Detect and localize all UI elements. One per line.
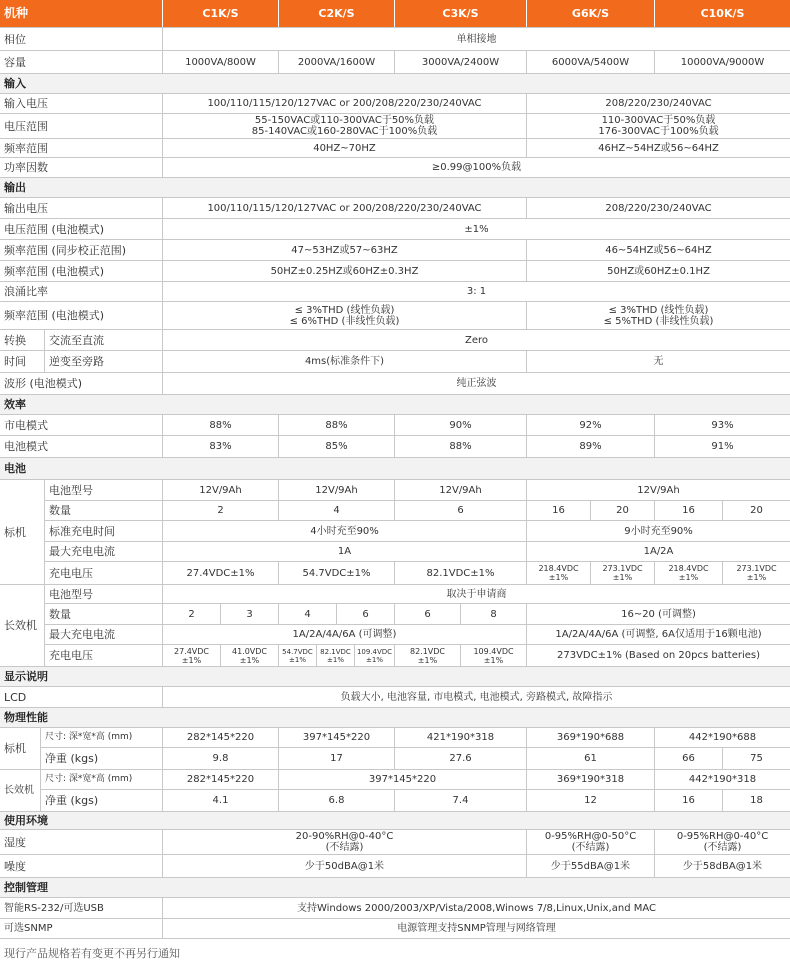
rs232-value: 支持Windows 2000/2003/XP/Vista/2008,Winows 7/8,Linux,Unix,and MAC — [162, 898, 790, 918]
std-dim-c10k: 442*190*688 — [654, 728, 790, 747]
table-row — [44, 480, 790, 501]
input-voltage-large: 208/220/230/240VAC — [526, 94, 790, 113]
power-factor-value: ≥0.99@100%负载 — [162, 158, 790, 177]
table-row — [44, 604, 790, 625]
group-label-row — [0, 585, 44, 667]
row-label: 频率范围 (电池模式) — [4, 264, 105, 278]
freq-batt-large: 50HZ或60HZ±0.1HZ — [526, 261, 790, 281]
row-label: 最大充电电流 — [44, 625, 162, 644]
charge-v-g6k-a — [526, 562, 590, 584]
table-row — [0, 830, 790, 855]
long-type-value: 取决于申请商 — [162, 585, 790, 603]
long-w-c10k-a: 16 — [654, 790, 722, 811]
qty-c2k: 4 — [278, 501, 394, 520]
line: (不结露) — [571, 842, 610, 853]
line: ≤ 5%THD (非线性负载) — [603, 315, 714, 327]
line: (不结露) — [325, 842, 364, 853]
long-w-g6k: 12 — [526, 790, 654, 811]
capacity-g6k: 6000VA/5400W — [526, 51, 654, 73]
row-label: 数量 — [44, 604, 162, 624]
line: 27.4VDC — [173, 646, 210, 656]
row-label: 标准充电时间 — [44, 521, 162, 541]
section-header — [0, 458, 790, 480]
line: ±1% — [417, 655, 438, 665]
freq-sync-small: 47~53HZ或57~63HZ — [162, 240, 526, 260]
table-row — [0, 158, 790, 178]
section-title: 效率 — [4, 398, 26, 411]
long-qty-c3k-b: 8 — [460, 604, 526, 624]
type-c3k: 12V/9Ah — [394, 480, 526, 500]
footer-note: 现行产品规格若有变更不再另行通知 — [4, 947, 180, 960]
table-header — [0, 0, 790, 28]
line: ≤ 3%THD (线性负载) — [608, 304, 709, 316]
line: 54.7VDC — [282, 647, 313, 656]
line: ≤ 3%THD (线性负载) — [294, 304, 395, 316]
group-label-row — [0, 480, 44, 585]
input-freq-small: 40HZ~70HZ — [162, 139, 526, 157]
output-voltage-large: 208/220/230/240VAC — [526, 198, 790, 218]
row-label: 浪涌比率 — [4, 285, 48, 298]
long-w-c3k: 7.4 — [394, 790, 526, 811]
input-freq-large: 46HZ~54HZ或56~64HZ — [526, 139, 790, 157]
line: ±1% — [327, 655, 344, 664]
eff-mains-c1k: 88% — [162, 415, 278, 435]
section-title: 电池 — [4, 462, 26, 475]
line: (不结露) — [703, 842, 742, 853]
row-label: 可选SNMP — [4, 923, 53, 934]
section-header — [0, 178, 790, 198]
charge-v-c2k: 54.7VDC±1% — [278, 562, 394, 584]
std-w-c10k-a: 66 — [654, 748, 722, 769]
input-range-small — [162, 114, 526, 138]
capacity-c3k: 3000VA/2400W — [394, 51, 526, 73]
section-header — [0, 812, 790, 830]
section-header — [0, 878, 790, 898]
line: 273.1VDC — [736, 564, 777, 573]
model-g6k: G6K/S — [526, 0, 654, 27]
long-v-3 — [278, 645, 316, 666]
long-dim-c10k: 442*190*318 — [654, 770, 790, 789]
table-row — [0, 139, 790, 158]
output-range-value: ±1% — [162, 219, 790, 239]
table-row — [0, 94, 790, 114]
line: ±1% — [746, 573, 767, 582]
long-dim-c1k: 282*145*220 — [162, 770, 278, 789]
table-row — [0, 687, 790, 708]
inv-bypass-large: 无 — [526, 351, 790, 372]
long-qty-large: 16~20 (可调整) — [526, 604, 790, 624]
line: ≤ 6%THD (非线性负载) — [289, 315, 400, 327]
row-label: 时间 — [4, 355, 26, 368]
qty-c3k: 6 — [394, 501, 526, 520]
line: 218.4VDC — [668, 564, 709, 573]
line: 20-90%RH@0-40°C — [295, 831, 394, 842]
table-row — [0, 240, 790, 261]
section-header — [0, 708, 790, 728]
row-sublabel: 逆变至旁路 — [44, 351, 162, 372]
table-row — [0, 351, 790, 373]
table-row — [44, 625, 790, 645]
section-header — [0, 395, 790, 415]
section-title: 输出 — [4, 181, 26, 194]
row-label: 功率因数 — [4, 161, 48, 174]
long-v-5 — [354, 645, 394, 666]
table-row — [0, 436, 790, 458]
row-label: 尺寸: 深*宽*高 (mm) — [40, 728, 162, 747]
charge-v-c3k: 82.1VDC±1% — [394, 562, 526, 584]
table-row — [44, 645, 790, 667]
long-qty-c2k-a: 4 — [278, 604, 336, 624]
long-dim-c2k-c3k: 397*145*220 — [278, 770, 526, 789]
qty-g6k-a: 16 — [526, 501, 590, 520]
waveform-value: 纯正弦波 — [162, 373, 790, 394]
row-label: 频率范围 (同步校正范围) — [4, 243, 127, 257]
section-title: 输入 — [4, 77, 26, 90]
row-label: LCD — [4, 690, 27, 704]
row-label: 充电电压 — [44, 645, 162, 666]
line: 218.4VDC — [538, 564, 579, 573]
section-header — [0, 667, 790, 687]
long-current-large: 1A/2A/4A/6A (可调整, 6A仅适用于16颗电池) — [526, 625, 790, 644]
section-title: 物理性能 — [4, 711, 48, 724]
charge-time-small: 4小时充至90% — [162, 521, 526, 541]
line: ±1% — [366, 655, 383, 664]
table-row — [0, 261, 790, 282]
table-row — [0, 114, 790, 139]
max-current-small: 1A — [162, 542, 526, 561]
table-row — [44, 501, 790, 521]
long-v-7 — [460, 645, 526, 666]
std-w-c2k: 17 — [278, 748, 394, 769]
long-dim-g6k: 369*190*318 — [526, 770, 654, 789]
long-current-small: 1A/2A/4A/6A (可调整) — [162, 625, 526, 644]
row-label: 电压范围 (电池模式) — [4, 222, 105, 236]
line: ±1% — [612, 573, 633, 582]
line: ±1% — [548, 573, 569, 582]
lcd-value: 负载大小, 电池容量, 市电模式, 电池模式, 旁路模式, 故障指示 — [162, 687, 790, 707]
max-current-large: 1A/2A — [526, 542, 790, 561]
charge-v-c10k-b — [722, 562, 790, 584]
header-title: 机种 — [4, 6, 29, 20]
line: ±1% — [678, 573, 699, 582]
table-row — [44, 521, 790, 542]
std-dim-c1k: 282*145*220 — [162, 728, 278, 747]
line: 82.1VDC — [320, 647, 351, 656]
line: 176-300VAC于100%负载 — [598, 126, 719, 137]
charge-v-c1k: 27.4VDC±1% — [162, 562, 278, 584]
long-v-4 — [316, 645, 354, 666]
long-qty-c1k-a: 2 — [162, 604, 220, 624]
table-row — [0, 330, 790, 351]
model-c3k: C3K/S — [394, 0, 526, 27]
long-w-c2k: 6.8 — [278, 790, 394, 811]
row-label: 智能RS-232/可选USB — [4, 902, 104, 914]
section-title: 显示说明 — [4, 670, 48, 683]
row-label: 容量 — [4, 55, 26, 69]
qty-c10k-a: 16 — [654, 501, 722, 520]
row-label: 转换 — [4, 333, 26, 347]
long-v-large: 273VDC±1% (Based on 20pcs batteries) — [526, 645, 790, 666]
type-large: 12V/9Ah — [526, 480, 790, 500]
input-voltage-small: 100/110/115/120/127VAC or 200/208/220/230/240VAC — [162, 94, 526, 113]
long-v-6 — [394, 645, 460, 666]
input-range-large — [526, 114, 790, 138]
eff-mains-c3k: 90% — [394, 415, 526, 435]
table-row — [0, 219, 790, 240]
eff-mains-g6k: 92% — [526, 415, 654, 435]
eff-mains-c2k: 88% — [278, 415, 394, 435]
table-row — [44, 542, 790, 562]
long-v-2 — [220, 645, 278, 666]
std-w-c1k: 9.8 — [162, 748, 278, 769]
row-label: 电池型号 — [44, 480, 162, 500]
table-row — [0, 28, 790, 51]
table-row — [40, 748, 790, 770]
table-row — [0, 198, 790, 219]
noise-small: 少于50dBA@1米 — [162, 855, 526, 877]
ac-dc-value: Zero — [162, 330, 790, 350]
noise-g6k: 少于55dBA@1米 — [526, 855, 654, 877]
table-row — [0, 919, 790, 939]
table-row — [0, 51, 790, 74]
table-row — [40, 790, 790, 812]
group-label-standard: 标机 — [4, 742, 26, 755]
row-label: 输出电压 — [4, 201, 48, 215]
group-label-row — [0, 770, 40, 812]
row-label: 最大充电电流 — [44, 542, 162, 561]
eff-mains-c10k: 93% — [654, 415, 790, 435]
std-dim-c2k: 397*145*220 — [278, 728, 394, 747]
row-label: 净重 (kgs) — [40, 790, 162, 811]
table-row — [40, 770, 790, 790]
row-label: 净重 (kgs) — [40, 748, 162, 769]
row-label: 电压范围 — [4, 119, 48, 133]
model-c2k: C2K/S — [278, 0, 394, 27]
capacity-c1k: 1000VA/800W — [162, 51, 278, 73]
row-label: 频率范围 — [4, 141, 48, 155]
table-row — [0, 415, 790, 436]
section-header — [0, 74, 790, 94]
line: ±1% — [239, 655, 260, 665]
group-label-row — [0, 728, 40, 770]
line: 0-95%RH@0-50°C — [544, 831, 637, 842]
line: 109.4VDC — [356, 647, 393, 656]
eff-batt-c3k: 88% — [394, 436, 526, 457]
freq-batt-small: 50HZ±0.25HZ或60HZ±0.3HZ — [162, 261, 526, 281]
row-label: 波形 (电池模式) — [4, 377, 83, 390]
table-row — [40, 728, 790, 748]
charge-v-g6k-b — [590, 562, 654, 584]
group-label-long: 长效机 — [4, 619, 37, 632]
row-label: 噪度 — [4, 859, 26, 873]
row-label: 电池型号 — [44, 585, 162, 603]
line: 0-95%RH@0-40°C — [676, 831, 769, 842]
group-label-long: 长效机 — [4, 785, 34, 796]
model-c10k: C10K/S — [654, 0, 790, 27]
capacity-c10k: 10000VA/9000W — [654, 51, 790, 73]
row-label: 相位 — [4, 32, 26, 46]
line: 110-300VAC于50%负载 — [601, 115, 716, 126]
line: ±1% — [181, 655, 202, 665]
humidity-g6k — [526, 830, 654, 854]
std-dim-g6k: 369*190*688 — [526, 728, 654, 747]
humidity-c10k — [654, 830, 790, 854]
line: ±1% — [483, 655, 504, 665]
long-w-c10k-b: 18 — [722, 790, 790, 811]
line: 273.1VDC — [602, 564, 643, 573]
freq-sync-large: 46~54HZ或56~64HZ — [526, 240, 790, 260]
row-label: 市电模式 — [4, 418, 48, 432]
humidity-small — [162, 830, 526, 854]
eff-batt-c1k: 83% — [162, 436, 278, 457]
table-row — [44, 562, 790, 585]
table-row — [0, 302, 790, 330]
table-row — [0, 373, 790, 395]
table-row — [44, 585, 790, 604]
std-w-c10k-b: 75 — [722, 748, 790, 769]
long-w-c1k: 4.1 — [162, 790, 278, 811]
section-title: 使用环境 — [4, 814, 48, 827]
std-w-c3k: 27.6 — [394, 748, 526, 769]
capacity-c2k: 2000VA/1600W — [278, 51, 394, 73]
table-row — [0, 855, 790, 878]
model-c1k: C1K/S — [162, 0, 278, 27]
qty-c1k: 2 — [162, 501, 278, 520]
line: 109.4VDC — [473, 646, 514, 656]
charge-time-large: 9小时充至90% — [526, 521, 790, 541]
inv-bypass-small: 4ms(标准条件下) — [162, 351, 526, 372]
row-sublabel: 交流至直流 — [44, 330, 162, 350]
line: 85-140VAC或160-280VAC于100%负载 — [251, 126, 438, 137]
row-label: 尺寸: 深*宽*高 (mm) — [40, 770, 162, 789]
section-title: 控制管理 — [4, 881, 48, 894]
eff-batt-c10k: 91% — [654, 436, 790, 457]
row-label: 电池模式 — [4, 440, 48, 453]
eff-batt-g6k: 89% — [526, 436, 654, 457]
qty-c10k-b: 20 — [722, 501, 790, 520]
long-v-1 — [162, 645, 220, 666]
std-dim-c3k: 421*190*318 — [394, 728, 526, 747]
snmp-value: 电源管理支持SNMP管理与网络管理 — [162, 919, 790, 938]
eff-batt-c2k: 85% — [278, 436, 394, 457]
row-label: 数量 — [44, 501, 162, 520]
thd-small — [162, 302, 526, 329]
table-row — [0, 282, 790, 302]
thd-large — [526, 302, 790, 329]
table-row — [0, 898, 790, 919]
type-c2k: 12V/9Ah — [278, 480, 394, 500]
line: 55-150VAC或110-300VAC于50%负载 — [254, 115, 435, 126]
noise-c10k: 少于58dBA@1米 — [654, 855, 790, 877]
crest-value: 3: 1 — [162, 282, 790, 301]
row-label: 充电电压 — [44, 562, 162, 584]
row-label: 频率范围 (电池模式) — [4, 309, 105, 322]
row-value: 单相接地 — [162, 28, 790, 50]
line: 82.1VDC — [409, 646, 446, 656]
std-w-g6k: 61 — [526, 748, 654, 769]
type-c1k: 12V/9Ah — [162, 480, 278, 500]
long-qty-c3k-a: 6 — [394, 604, 460, 624]
line: 41.0VDC — [231, 646, 268, 656]
row-label: 湿度 — [4, 835, 26, 849]
charge-v-c10k-a — [654, 562, 722, 584]
output-voltage-small: 100/110/115/120/127VAC or 200/208/220/230/240VAC — [162, 198, 526, 218]
long-qty-c1k-b: 3 — [220, 604, 278, 624]
group-label-standard: 标机 — [4, 525, 26, 539]
long-qty-c2k-b: 6 — [336, 604, 394, 624]
row-label: 输入电压 — [4, 97, 48, 110]
qty-g6k-b: 20 — [590, 501, 654, 520]
line: ±1% — [289, 655, 306, 664]
